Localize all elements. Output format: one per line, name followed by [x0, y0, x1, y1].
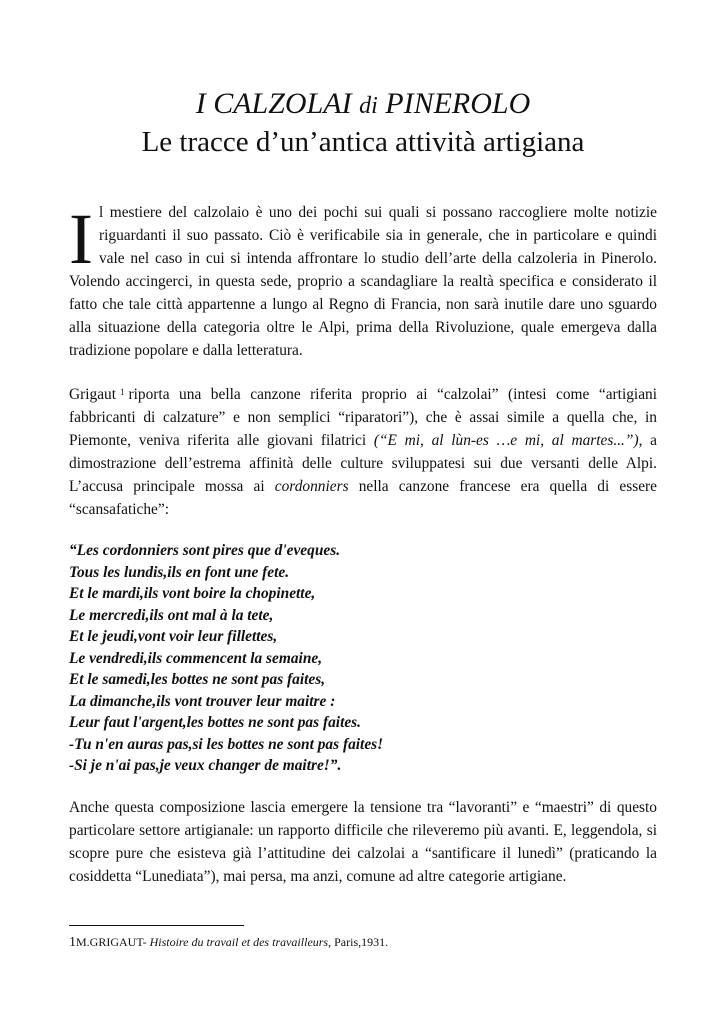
text-run: , a dimostrazione dell’estrema affinità delle culture sviluppatesi sui due versanti delle Alpi. L’accusa principale mossa ai	[69, 432, 657, 495]
verse-line: Le mercredi,ils ont mal à la tete,	[69, 606, 274, 624]
paragraph-conclusion: Anche questa composizione lascia emergere la tensione tra “lavoranti” e “maestri” di questo particolare settore artigianale: un rapporto difficile che rileveremo più avanti. E, leggendola, si scopre pure che esisteva già l’attitudine dei calzolai a “santificare il lunedì” (praticando la cosiddetta “Lunediata”), mai persa, ma anzi, comune ad altre categorie artigiane.	[69, 798, 657, 885]
title-part: PINEROLO	[377, 87, 531, 120]
song-verses	[69, 540, 657, 777]
footnote-author: M.GRIGAUT-	[76, 935, 150, 949]
title-part: I CALZOLAI	[195, 87, 360, 120]
verse-line: Leur faut l'argent,les bottes ne sont pas faites.	[69, 714, 362, 731]
verse-line: La dimanche,ils vont trouver leur maitre :	[69, 692, 336, 710]
verse-line: Et le samedi,les bottes ne sont pas faites,	[69, 671, 326, 688]
verse-line: Et le mardi,ils vont boire la chopinette,	[69, 585, 316, 602]
footnote-number: 1	[69, 935, 76, 950]
italic-quote: (“E mi, al lùn-es …e mi, al martes...”)	[373, 432, 639, 449]
title-block	[69, 86, 657, 160]
footnote-separator	[69, 925, 244, 926]
footnote-reference[interactable]: 1	[120, 387, 125, 397]
paragraph-grigaut	[69, 381, 657, 521]
footnote	[69, 934, 657, 951]
paragraph-intro	[69, 201, 657, 362]
main-title	[69, 86, 657, 124]
verse-line: -Si je n'ai pas,je veux changer de maitre!”.	[69, 757, 342, 774]
verse-line: “Les cordonniers sont pires que d'eveques.	[69, 542, 341, 559]
footnote-work-title: Histoire du travail et des travailleurs	[149, 935, 329, 949]
italic-term: cordonniers	[274, 478, 349, 495]
verse-line: Tous les lundis,ils en font une fete.	[69, 563, 290, 581]
text-run: riporta una bella canzone riferita proprio ai “calzolai” (intesi come “artigiani fabbricanti di calzature” e non semplici “riparatori”), che è assai simile a quella che, in Piemonte, veniva riferita alle giovani filatrici	[69, 386, 657, 449]
paragraph-intro-text: l mestiere del calzolaio è uno dei pochi sui quali si possano raccogliere molte notizie riguardanti il suo passato. Ciò è verificabile sia in generale, che in particolare e quindi vale nel caso in cui si intenda affrontare lo studio dell’arte della calzoleria in Pinerolo. Volendo accingerci, in questa sede, proprio a scandagliare la realtà specifica e considerato il fatto che tale città appartenne a lungo al Regno di Francia, non sarà inutile dare uno sguardo alla situazione della categoria oltre le Alpi, prima della Rivoluzione, quale emergeva dalla tradizione popolare e dalla letteratura.	[69, 204, 657, 359]
subtitle: Le tracce d’un’antica attività artigiana	[141, 126, 585, 158]
drop-cap: I	[69, 199, 93, 279]
verse-line: Et le jeudi,vont voir leur fillettes,	[69, 628, 278, 645]
footnote-publication: , Paris,1931.	[328, 935, 389, 949]
text-run: Grigaut	[69, 386, 117, 403]
verse-line: -Tu n'en auras pas,si les bottes ne sont pas faites!	[69, 735, 384, 753]
text-run: nella canzone francese era quella di essere “scansafatiche”:	[69, 478, 657, 518]
verse-line: Le vendredi,ils commencent la semaine,	[69, 649, 323, 667]
title-part-small: di	[359, 93, 378, 119]
article-body	[69, 201, 657, 907]
